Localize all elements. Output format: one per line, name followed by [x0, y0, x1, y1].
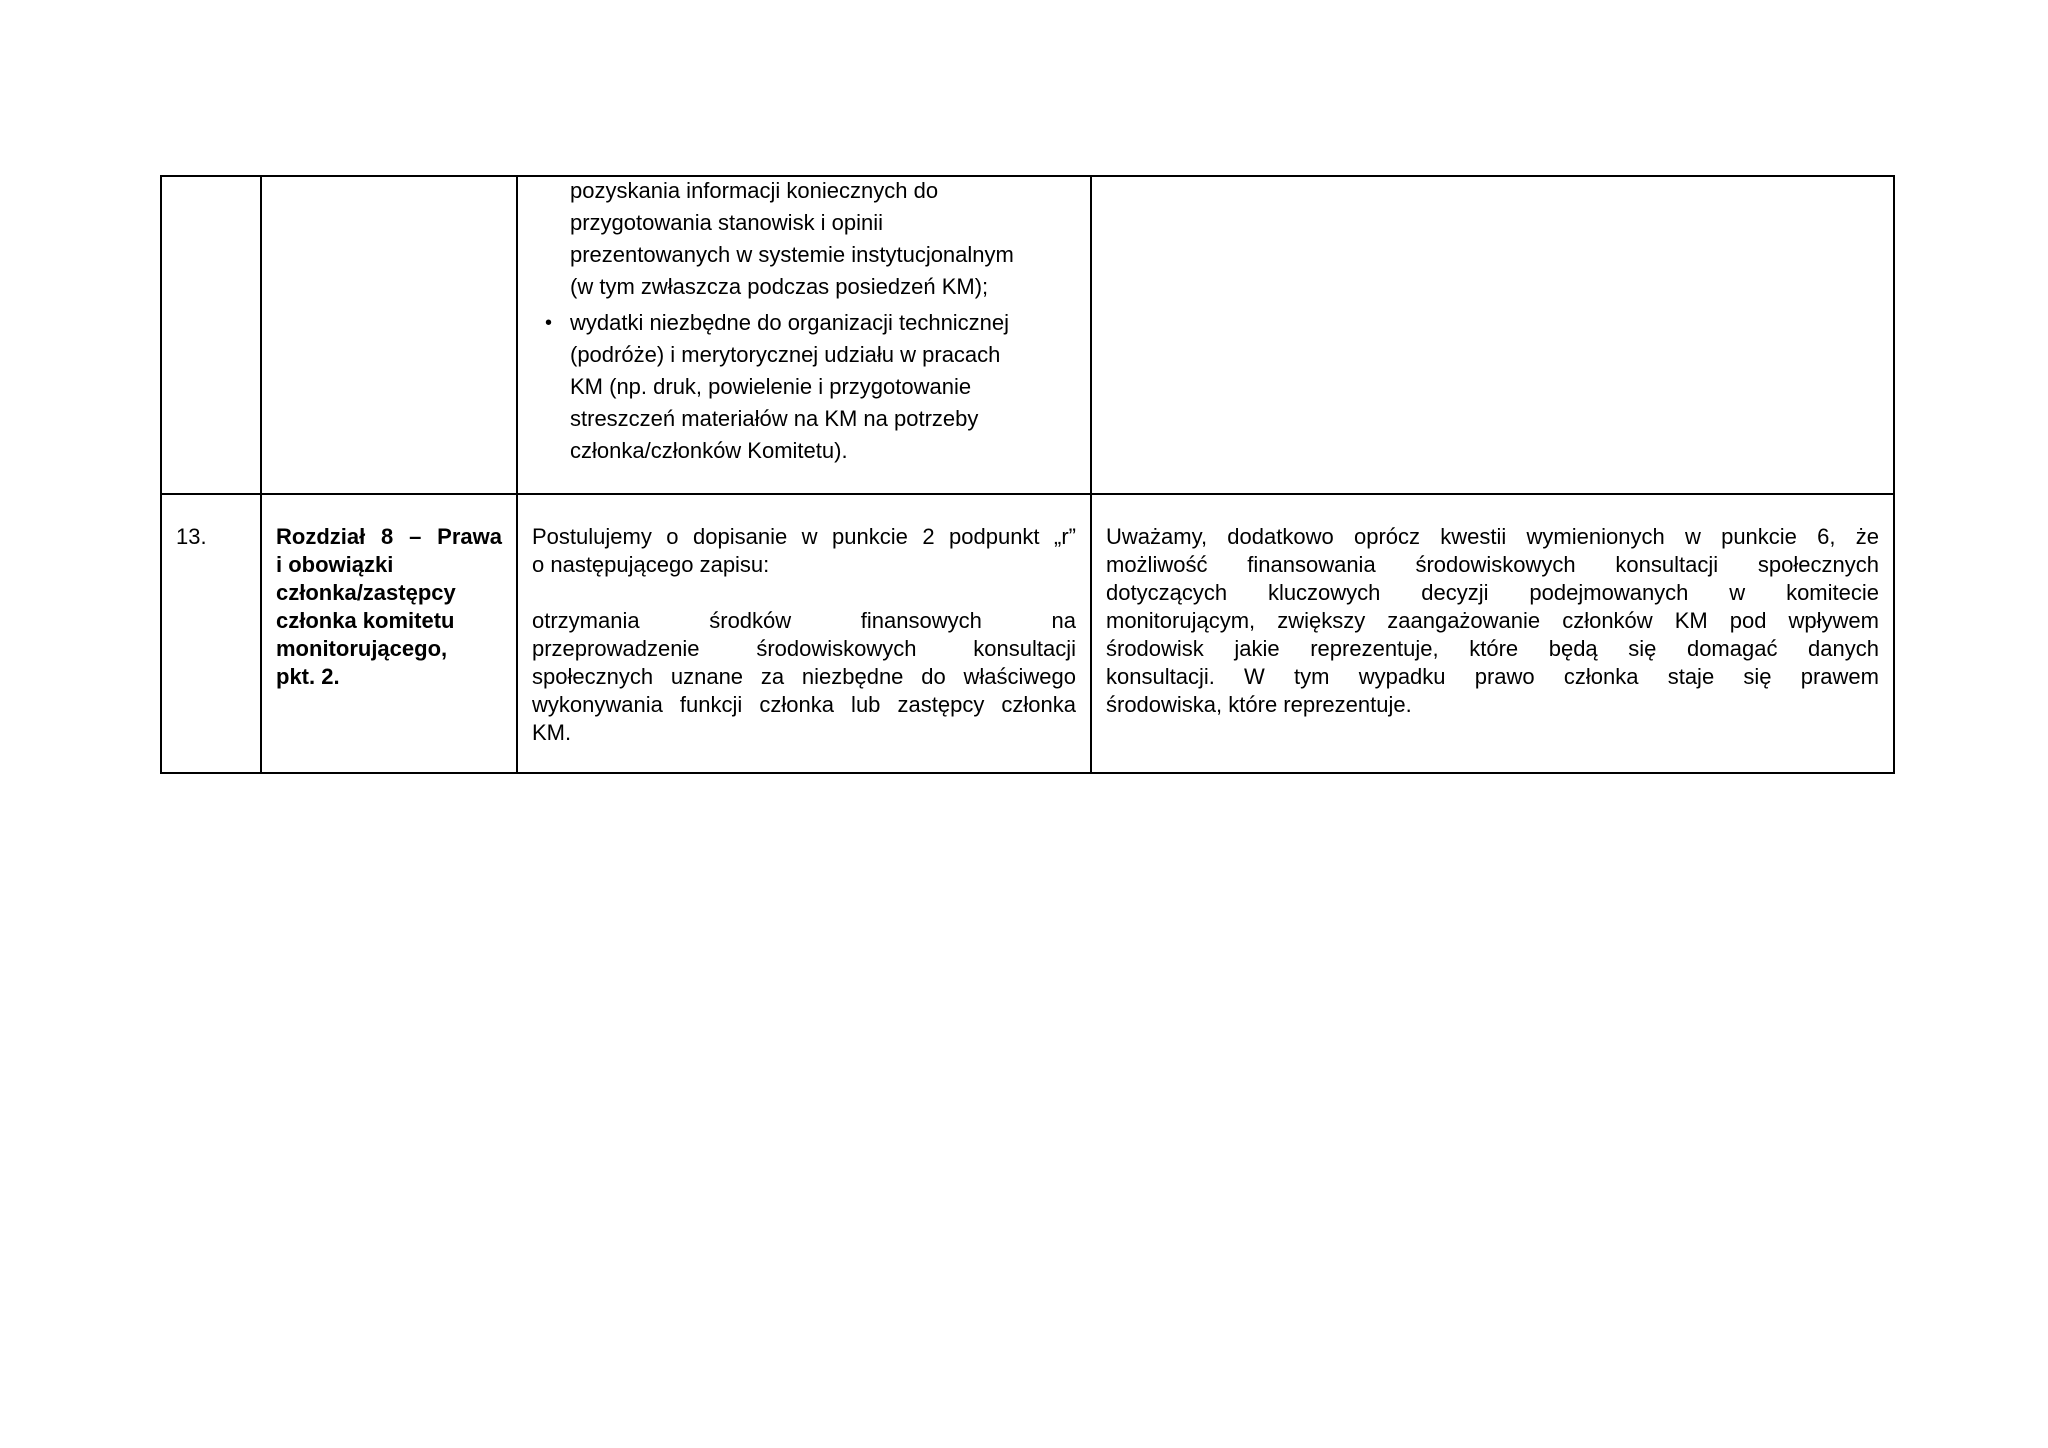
- chapter-cell: Rozdział 8 – Prawa i obowiązki członka/zastępcy członka komitetu monitorującego, pkt. 2.: [261, 494, 517, 773]
- expense-list: [518, 175, 1090, 493]
- row-number: 13.: [176, 524, 207, 549]
- row-number-cell: [161, 176, 261, 494]
- comment-cell: [1091, 176, 1894, 494]
- table-row-continued: [161, 176, 1894, 494]
- comments-table: [160, 175, 1895, 774]
- row-number-cell: [161, 494, 261, 773]
- chapter-cell: [261, 176, 517, 494]
- proposal-quote: otrzymania środków finansowych na: [532, 608, 1076, 633]
- proposal-cell: Postulujemy o dopisanie w punkcie 2 podpunkt „r” o następującego zapisu: otrzymania środków finansowych na przeprowadzenie środowiskowych konsultacji społecznych uznane za niezbędne do właściwego wykonywania funkcji członka lub zastępcy członka KM.: [517, 494, 1091, 773]
- list-item: pozyskania informacji koniecznych do przygotowania stanowisk i opinii prezentowanych w systemie instytucjonalnym (w tym zwłaszcza podczas posiedzeń KM);: [570, 178, 1014, 299]
- proposal-cell: [517, 176, 1091, 494]
- bullet-icon: •: [545, 312, 553, 334]
- table-row-13: [161, 494, 1894, 773]
- list-item: • wydatki niezbędne do organizacji technicznej (podróże) i merytorycznej udziału w pracach KM (np. druk, powielenie i przygotowanie streszczeń materiałów na KM na potrzeby członka/członków Komitetu).: [518, 307, 1090, 467]
- comment-cell: Uważamy, dodatkowo oprócz kwestii wymienionych w punkcie 6, że możliwość finansowania środowiskowych konsultacji społecznych dotyczących kluczowych decyzji podejmowanych w komitecie monitorującym, zwiększy zaangażowanie członków KM pod wpływem środowisk jakie reprezentuje, które będą się domagać danych konsultacji. W tym wypadku prawo członka staje się prawem środowiska, które reprezentuje.: [1091, 494, 1894, 773]
